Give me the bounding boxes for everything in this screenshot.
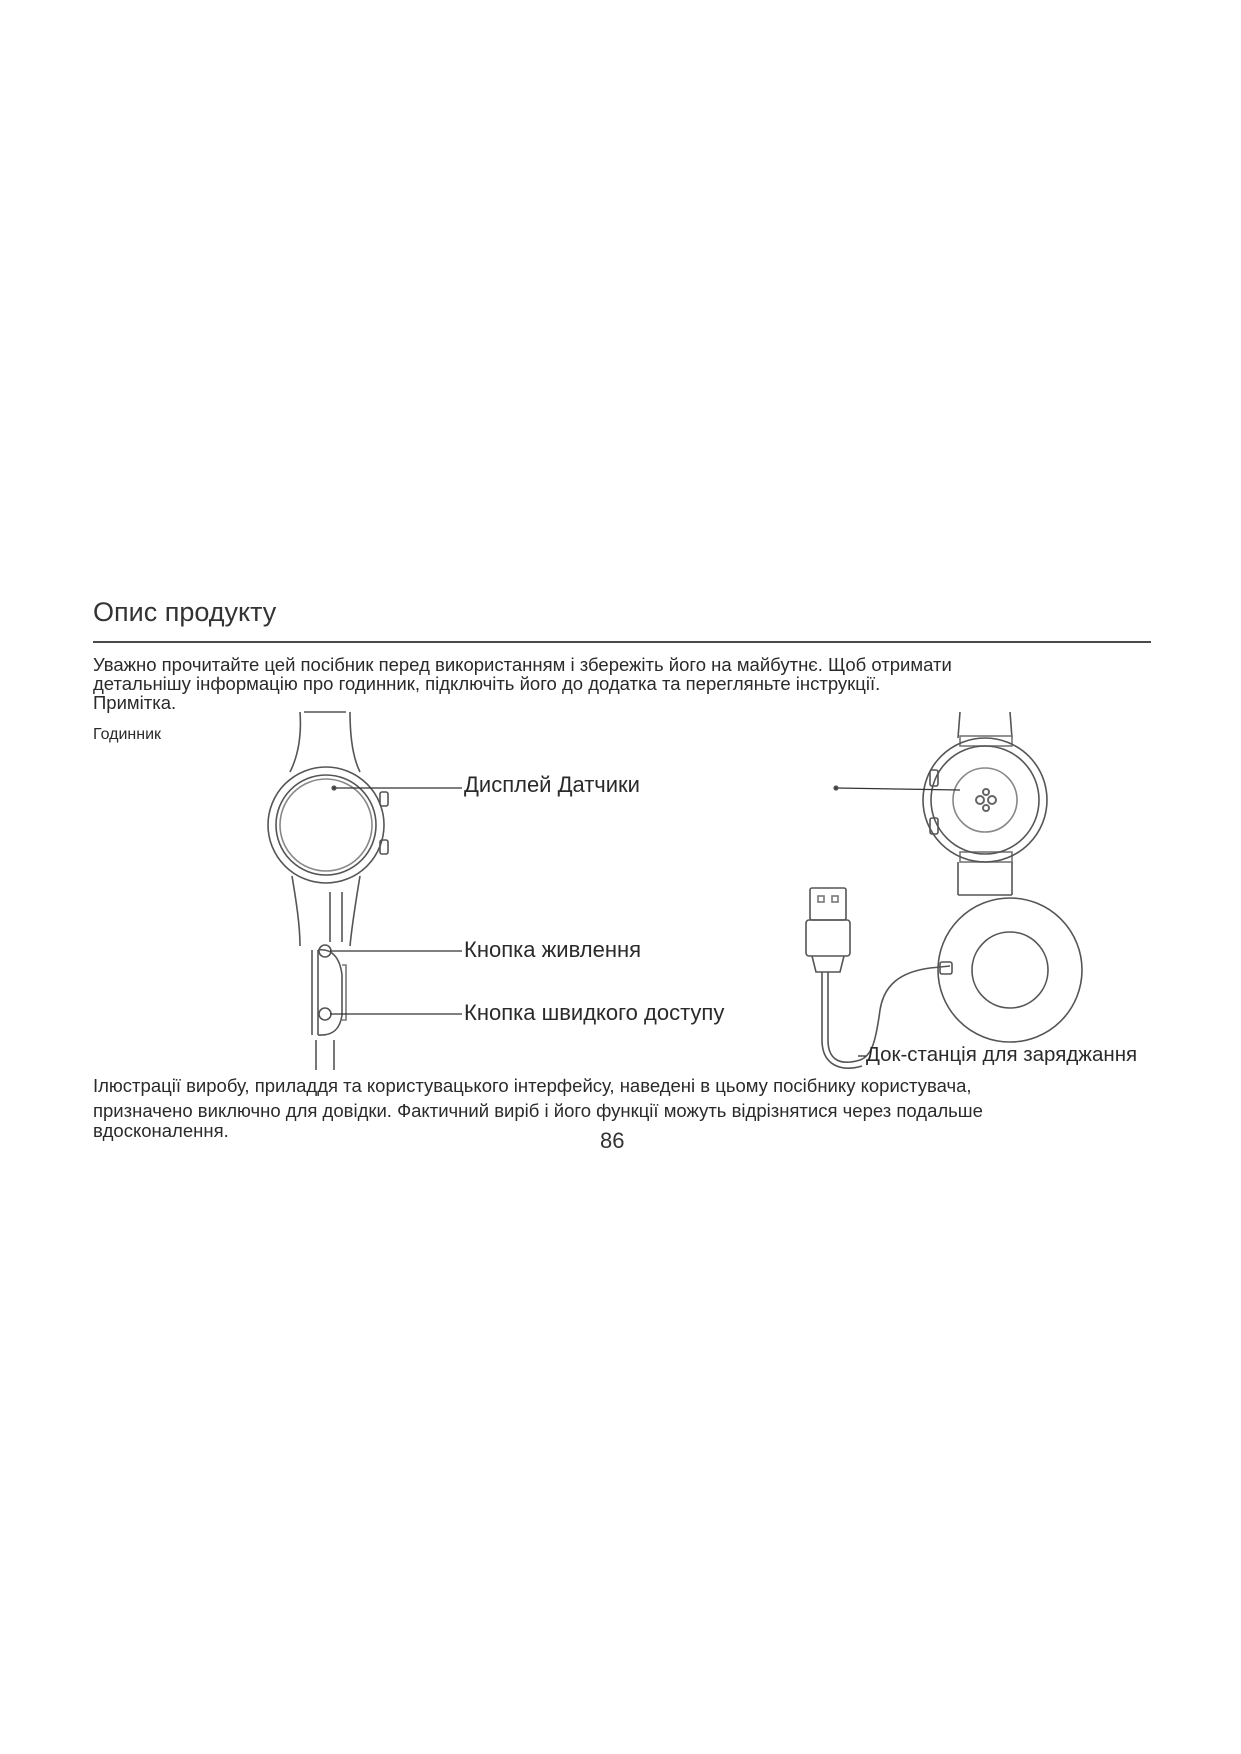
disclaimer-line-1: Ілюстрації виробу, приладдя та користувацького інтерфейсу, наведені в цьому посібнику користувача, (93, 1075, 972, 1096)
intro-line-1: Уважно прочитайте цей посібник перед використанням і збережіть його на майбутнє. Щоб отримати (93, 654, 952, 675)
intro-note: Примітка. (93, 692, 177, 713)
watch-back-icon (834, 712, 1047, 895)
intro-line-2: детальнішу інформацію про годинник, підключіть його до додатка та перегляньте інструкції. (93, 673, 881, 694)
page-title: Опис продукту (93, 597, 277, 627)
label-display-sensors: Дисплей Датчики (464, 772, 640, 797)
charging-dock-icon (806, 888, 1082, 1068)
watch-front-icon (268, 712, 462, 946)
label-charging-dock: Док-станція для заряджання (866, 1043, 1138, 1066)
disclaimer-line-2: призначено виключно для довідки. Фактичний виріб і його функції можуть відрізнятися через подальше (93, 1100, 983, 1121)
page-number: 86 (600, 1128, 625, 1153)
watch-side-icon (312, 892, 462, 1070)
label-power-button: Кнопка живлення (464, 937, 642, 962)
label-quick-access-button: Кнопка швидкого доступу (464, 1000, 725, 1025)
watch-heading: Годинник (93, 726, 162, 743)
disclaimer-line-3: вдосконалення. (93, 1120, 229, 1141)
